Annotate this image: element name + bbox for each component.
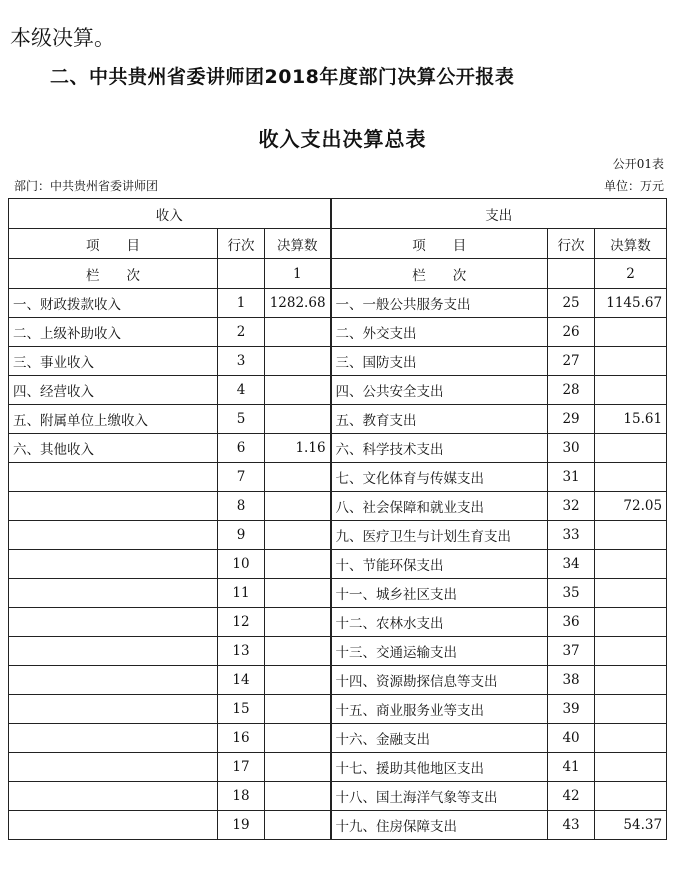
expense-row-no-cell: 39 — [548, 695, 595, 724]
income-amount-cell: 1282.68 — [265, 289, 331, 318]
expense-row-no-cell: 27 — [548, 347, 595, 376]
expense-item-cell: 十三、交通运输支出 — [331, 637, 548, 666]
expense-item-cell: 三、国防支出 — [331, 347, 548, 376]
table-row — [9, 550, 667, 579]
expense-item-cell: 四、公共安全支出 — [331, 376, 548, 405]
expense-amount-cell — [595, 695, 667, 724]
table-row — [9, 666, 667, 695]
income-row-no-header: 行次 — [218, 229, 265, 259]
expense-item-cell: 十九、住房保障支出 — [331, 811, 548, 840]
expense-item-cell: 七、文化体育与传媒支出 — [331, 463, 548, 492]
expense-amount-cell: 72.05 — [595, 492, 667, 521]
expense-row-no-cell: 33 — [548, 521, 595, 550]
income-item-cell — [9, 724, 218, 753]
expense-item-cell: 十一、城乡社区支出 — [331, 579, 548, 608]
income-item-cell — [9, 637, 218, 666]
income-row-no-cell: 6 — [218, 434, 265, 463]
expense-row-no-header: 行次 — [548, 229, 595, 259]
income-row-no-cell: 1 — [218, 289, 265, 318]
income-amount-cell — [265, 608, 331, 637]
income-amount-cell — [265, 318, 331, 347]
table-row — [9, 637, 667, 666]
expense-item-cell: 十六、金融支出 — [331, 724, 548, 753]
income-item-cell — [9, 782, 218, 811]
income-item-header: 项 目 — [9, 229, 218, 259]
income-row-no-cell: 3 — [218, 347, 265, 376]
table-title: 收入支出决算总表 — [258, 127, 427, 151]
income-item-cell — [9, 811, 218, 840]
income-item-cell: 二、上级补助收入 — [9, 318, 218, 347]
table-row — [9, 463, 667, 492]
income-item-cell — [9, 521, 218, 550]
expense-item-cell: 六、科学技术支出 — [331, 434, 548, 463]
header-row-column-numbers — [9, 259, 667, 289]
income-row-no-cell: 10 — [218, 550, 265, 579]
income-row-no-cell: 12 — [218, 608, 265, 637]
table-row — [9, 318, 667, 347]
expense-row-no-cell: 37 — [548, 637, 595, 666]
document-title: 二、中共贵州省委讲师团2018年度部门决算公开报表 — [50, 66, 515, 88]
expense-item-cell: 十五、商业服务业等支出 — [331, 695, 548, 724]
income-row-no-cell: 16 — [218, 724, 265, 753]
income-item-cell: 六、其他收入 — [9, 434, 218, 463]
income-row-no-cell: 4 — [218, 376, 265, 405]
income-row-no-cell: 8 — [218, 492, 265, 521]
header-row-sections — [9, 199, 667, 229]
table-row — [9, 434, 667, 463]
expense-amount-cell: 1145.67 — [595, 289, 667, 318]
income-item-cell — [9, 608, 218, 637]
income-amount-cell — [265, 463, 331, 492]
expense-amount-cell — [595, 347, 667, 376]
income-amount-cell — [265, 695, 331, 724]
income-amount-cell — [265, 666, 331, 695]
income-item-cell — [9, 463, 218, 492]
income-amount-cell — [265, 811, 331, 840]
table-row — [9, 608, 667, 637]
income-row-no-cell: 5 — [218, 405, 265, 434]
income-item-cell — [9, 695, 218, 724]
income-column-row-no-empty — [218, 259, 265, 289]
table-row — [9, 579, 667, 608]
table-row — [9, 492, 667, 521]
expense-row-no-cell: 41 — [548, 753, 595, 782]
expense-row-no-cell: 40 — [548, 724, 595, 753]
income-amount-cell — [265, 782, 331, 811]
expense-column-number: 2 — [595, 259, 667, 289]
income-row-no-cell: 15 — [218, 695, 265, 724]
income-item-cell — [9, 579, 218, 608]
income-amount-cell — [265, 579, 331, 608]
income-amount-cell — [265, 492, 331, 521]
expense-item-cell: 十二、农林水支出 — [331, 608, 548, 637]
table-row — [9, 289, 667, 318]
expense-amount-cell — [595, 579, 667, 608]
expense-item-cell: 九、医疗卫生与计划生育支出 — [331, 521, 548, 550]
income-amount-cell — [265, 376, 331, 405]
expense-row-no-cell: 34 — [548, 550, 595, 579]
income-item-cell: 三、事业收入 — [9, 347, 218, 376]
table-row — [9, 811, 667, 840]
expense-item-cell: 十八、国土海洋气象等支出 — [331, 782, 548, 811]
expense-item-cell: 五、教育支出 — [331, 405, 548, 434]
table-row — [9, 695, 667, 724]
income-amount-cell — [265, 405, 331, 434]
table-row — [9, 724, 667, 753]
intro-text: 本级决算。 — [10, 26, 115, 50]
income-row-no-cell: 11 — [218, 579, 265, 608]
expense-item-cell: 二、外交支出 — [331, 318, 548, 347]
expense-amount-cell — [595, 318, 667, 347]
table-row — [9, 753, 667, 782]
expense-amount-cell — [595, 724, 667, 753]
income-row-no-cell: 9 — [218, 521, 265, 550]
income-item-cell: 四、经营收入 — [9, 376, 218, 405]
income-amount-cell — [265, 724, 331, 753]
expense-amount-cell — [595, 608, 667, 637]
expense-amount-cell — [595, 521, 667, 550]
table-row — [9, 347, 667, 376]
income-amount-cell — [265, 550, 331, 579]
expense-amount-cell — [595, 550, 667, 579]
expense-item-cell: 一、一般公共服务支出 — [331, 289, 548, 318]
income-item-cell — [9, 753, 218, 782]
expense-row-no-cell: 29 — [548, 405, 595, 434]
expense-amount-cell — [595, 637, 667, 666]
income-row-no-cell: 13 — [218, 637, 265, 666]
expense-item-header: 项 目 — [331, 229, 548, 259]
table-row — [9, 521, 667, 550]
expense-amount-cell — [595, 376, 667, 405]
income-item-cell — [9, 492, 218, 521]
expense-amount-cell — [595, 463, 667, 492]
income-column-label: 栏 次 — [9, 259, 218, 289]
expense-item-cell: 八、社会保障和就业支出 — [331, 492, 548, 521]
expense-column-label: 栏 次 — [331, 259, 548, 289]
income-row-no-cell: 17 — [218, 753, 265, 782]
income-item-cell — [9, 666, 218, 695]
expense-row-no-cell: 30 — [548, 434, 595, 463]
expense-row-no-cell: 36 — [548, 608, 595, 637]
income-row-no-cell: 14 — [218, 666, 265, 695]
income-row-no-cell: 2 — [218, 318, 265, 347]
expense-amount-cell — [595, 666, 667, 695]
unit-label: 单位：万元 — [603, 179, 664, 193]
income-row-no-cell: 7 — [218, 463, 265, 492]
department-label: 部门：中共贵州省委讲师团 — [14, 179, 159, 193]
table-row — [9, 376, 667, 405]
header-row-columns — [9, 229, 667, 259]
expense-amount-header: 决算数 — [595, 229, 667, 259]
income-amount-header: 决算数 — [265, 229, 331, 259]
income-item-cell: 一、财政拨款收入 — [9, 289, 218, 318]
expense-row-no-cell: 38 — [548, 666, 595, 695]
table-row — [9, 782, 667, 811]
expense-item-cell: 十、节能环保支出 — [331, 550, 548, 579]
expense-row-no-cell: 43 — [548, 811, 595, 840]
income-column-number: 1 — [265, 259, 331, 289]
expense-row-no-cell: 42 — [548, 782, 595, 811]
expense-row-no-cell: 26 — [548, 318, 595, 347]
expense-row-no-cell: 25 — [548, 289, 595, 318]
income-amount-cell — [265, 347, 331, 376]
form-number: 公开01表 — [612, 157, 664, 171]
expense-row-no-cell: 32 — [548, 492, 595, 521]
table-row — [9, 405, 667, 434]
income-row-no-cell: 19 — [218, 811, 265, 840]
expense-row-no-cell: 28 — [548, 376, 595, 405]
expense-row-no-cell: 31 — [548, 463, 595, 492]
expense-item-cell: 十七、援助其他地区支出 — [331, 753, 548, 782]
expense-amount-cell: 15.61 — [595, 405, 667, 434]
income-amount-cell — [265, 521, 331, 550]
income-row-no-cell: 18 — [218, 782, 265, 811]
income-item-cell: 五、附属单位上缴收入 — [9, 405, 218, 434]
income-section-header: 收入 — [9, 199, 331, 229]
income-amount-cell: 1.16 — [265, 434, 331, 463]
income-amount-cell — [265, 753, 331, 782]
income-amount-cell — [265, 637, 331, 666]
budget-table — [8, 198, 667, 840]
expense-section-header: 支出 — [331, 199, 667, 229]
income-item-cell — [9, 550, 218, 579]
expense-amount-cell — [595, 434, 667, 463]
expense-amount-cell — [595, 782, 667, 811]
expense-row-no-cell: 35 — [548, 579, 595, 608]
expense-item-cell: 十四、资源勘探信息等支出 — [331, 666, 548, 695]
expense-amount-cell — [595, 753, 667, 782]
expense-amount-cell: 54.37 — [595, 811, 667, 840]
expense-column-row-no-empty — [548, 259, 595, 289]
